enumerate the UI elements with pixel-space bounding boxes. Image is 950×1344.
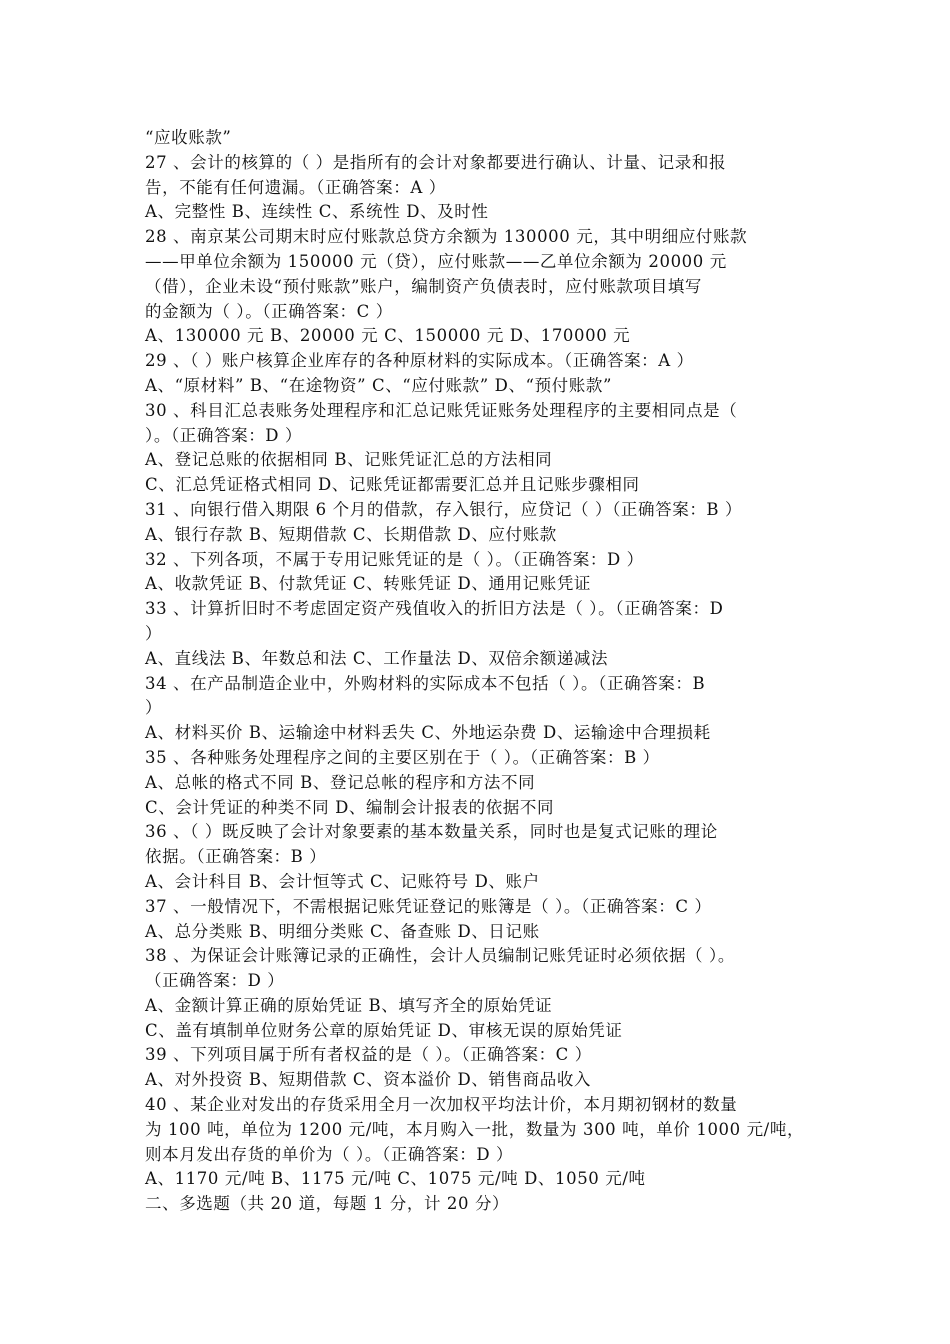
- question-29-stem: 29 、（ ）账户核算企业库存的各种原材料的实际成本。（正确答案：A ）: [145, 351, 694, 371]
- question-39-options: A、对外投资 B、短期借款 C、资本溢价 D、销售商品收入: [145, 1070, 592, 1090]
- question-27-options: A、完整性 B、连续性 C、系统性 D、及时性: [145, 202, 489, 222]
- question-34-options: A、材料买价 B、运输途中材料丢失 C、外地运杂费 D、运输途中合理损耗: [145, 723, 711, 743]
- question-33-stem: 33 、计算折旧时不考虑固定资产残值收入的折旧方法是（ ）。（正确答案：D: [145, 599, 724, 619]
- question-40-stem-cont: 为 100 吨，单位为 1200 元/吨，本月购入一批，数量为 300 吨，单价 1000 元/吨，: [145, 1119, 805, 1139]
- question-28-options: A、130000 元 B、20000 元 C、150000 元 D、170000 元: [145, 326, 631, 346]
- question-37-stem: 37 、一般情况下，不需根据记账凭证登记的账簿是（ ）。（正确答案：C ）: [145, 896, 712, 916]
- question-38-stem: 38 、为保证会计账簿记录的正确性，会计人员编制记账凭证时必须依据（ ）。: [145, 946, 735, 966]
- question-38-stem-cont: （正确答案：D ）: [145, 971, 285, 991]
- question-33-options: A、直线法 B、年数总和法 C、工作量法 D、双倍余额递减法: [145, 648, 609, 668]
- question-29-options: A、“原材料” B、“在途物资” C、“应付账款” D、“预付账款”: [145, 375, 613, 395]
- question-text-block: [145, 126, 810, 1217]
- question-30-options: A、登记总账的依据相同 B、记账凭证汇总的方法相同: [145, 450, 553, 470]
- question-30-options-cont: C、汇总凭证格式相同 D、记账凭证都需要汇总并且记账步骤相同: [145, 475, 640, 495]
- question-37-options: A、总分类账 B、明细分类账 C、备查账 D、日记账: [145, 921, 540, 941]
- question-28-stem-cont: ——甲单位余额为 150000 元（贷），应付账款——乙单位余额为 20000 元: [145, 251, 727, 271]
- question-28-stem-cont: （借），企业未设“预付账款”账户，编制资产负债表时，应付账款项目填写: [145, 276, 703, 296]
- question-35-options: A、总帐的格式不同 B、登记总帐的程序和方法不同: [145, 772, 536, 792]
- question-30-stem-cont: ）。（正确答案：D ）: [145, 425, 303, 445]
- question-35-stem: 35 、各种账务处理程序之间的主要区别在于（ ）。（正确答案：B ）: [145, 747, 660, 767]
- question-38-options: A、金额计算正确的原始凭证 B、填写齐全的原始凭证: [145, 995, 553, 1015]
- question-36-stem-cont: 依据。（正确答案：B ）: [145, 847, 327, 867]
- question-39-stem: 39 、下列项目属于所有者权益的是（ ）。（正确答案：C ）: [145, 1045, 592, 1065]
- question-30-stem: 30 、科目汇总表账务处理程序和汇总记账凭证账务处理程序的主要相同点是（: [145, 400, 738, 420]
- question-33-stem-cont: ）: [145, 623, 163, 643]
- question-35-options-cont: C、会计凭证的种类不同 D、编制会计报表的依据不同: [145, 797, 555, 817]
- question-27-stem: 27 、会计的核算的（ ）是指所有的会计对象都要进行确认、计量、记录和报: [145, 152, 727, 172]
- question-40-options: A、1170 元/吨 B、1175 元/吨 C、1075 元/吨 D、1050 元/吨: [145, 1169, 646, 1189]
- question-27-stem-cont: 告，不能有任何遗漏。（正确答案：A ）: [145, 177, 446, 197]
- question-40-stem: 40 、某企业对发出的存货采用全月一次加权平均法计价，本月期初钢材的数量: [145, 1095, 738, 1115]
- question-34-stem: 34 、在产品制造企业中，外购材料的实际成本不包括（ ）。（正确答案：B: [145, 673, 706, 693]
- question-40-stem-cont: 则本月发出存货的单价为（ ）。（正确答案：D ）: [145, 1144, 514, 1164]
- question-32-options: A、收款凭证 B、付款凭证 C、转账凭证 D、通用记账凭证: [145, 574, 592, 594]
- question-31-stem: 31 、向银行借入期限 6 个月的借款，存入银行，应贷记（ ）（正确答案：B ）: [145, 499, 743, 519]
- question-31-options: A、银行存款 B、短期借款 C、长期借款 D、应付账款: [145, 524, 557, 544]
- question-28-stem-cont: 的金额为（ ）。（正确答案：C ）: [145, 301, 393, 321]
- question-28-stem: 28 、南京某公司期末时应付账款总贷方余额为 130000 元，其中明细应付账款: [145, 227, 748, 247]
- question-38-options-cont: C、盖有填制单位财务公章的原始凭证 D、审核无误的原始凭证: [145, 1020, 623, 1040]
- question-36-stem: 36 、（ ）既反映了会计对象要素的基本数量关系，同时也是复式记账的理论: [145, 822, 718, 842]
- question-36-options: A、会计科目 B、会计恒等式 C、记账符号 D、账户: [145, 871, 540, 891]
- section-heading-multiple-choice: 二、多选题（共 20 道，每题 1 分，计 20 分）: [145, 1194, 510, 1214]
- question-34-stem-cont: ）: [145, 698, 163, 718]
- text-line: “应收账款”: [145, 128, 232, 147]
- question-32-stem: 32 、下列各项，不属于专用记账凭证的是（ ）。（正确答案：D ）: [145, 549, 644, 569]
